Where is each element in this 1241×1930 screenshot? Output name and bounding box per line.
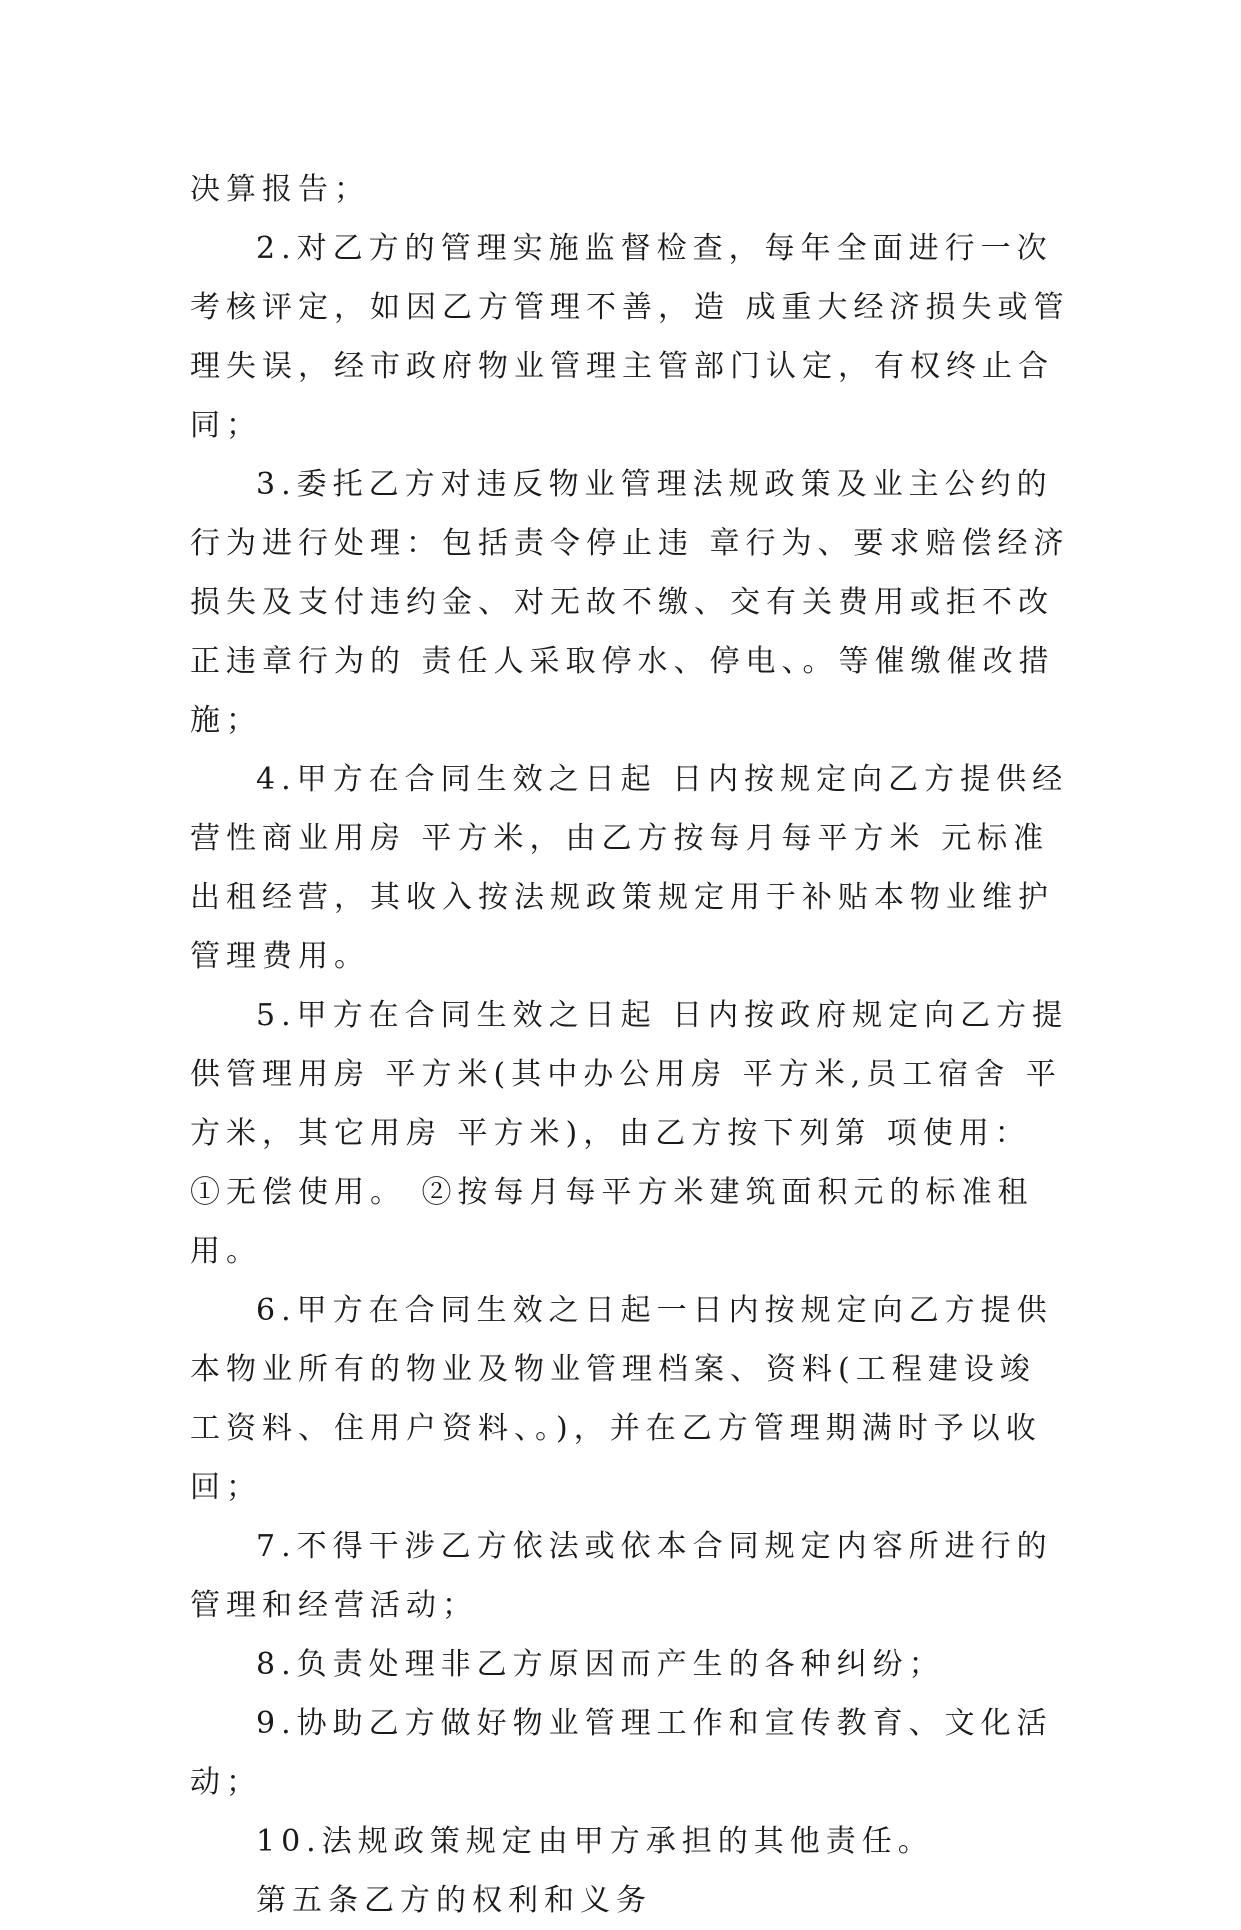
paragraph-item-2: 2.对乙方的管理实施监督检查，每年全面进行一次考核评定，如因乙方管理不善，造 成重大经济损失或管理失误，经市政府物业管理主管部门认定，有权终止合同； xyxy=(190,231,1070,443)
paragraph-item-3: 3.委托乙方对违反物业管理法规政策及业主公约的行为进行处理：包括责令停止违 章行为、要求赔偿经济损失及支付违约金、对无故不缴、交有关费用或拒不改正违章行为的 责任人采取停水、停电、。等催缴催改措施； xyxy=(190,467,1070,738)
paragraph-item-4: 4.甲方在合同生效之日起 日内按规定向乙方提供经营性商业用房 平方米，由乙方按每月每平方米 元标准出租经营，其收入按法规政策规定用于补贴本物业维护管理费用。 xyxy=(190,762,1069,974)
section-heading: 第五条乙方的权利和义务 xyxy=(256,1883,652,1918)
paragraph-item-6: 6.甲方在合同生效之日起一日内按规定向乙方提供本物业所有的物业及物业管理档案、资料(工程建设竣工资料、住用户资料、。)，并在乙方管理期满时予以收回； xyxy=(190,1293,1053,1505)
paragraph-item-9: 9.协助乙方做好物业管理工作和宣传教育、文化活动； xyxy=(190,1706,1053,1800)
paragraph-item-10: 10.法规政策规定由甲方承担的其他责任。 xyxy=(256,1824,934,1859)
document-body xyxy=(190,160,1070,1930)
paragraph-item-5: 5.甲方在合同生效之日起 日内按政府规定向乙方提供管理用房 平方米(其中办公用房 平方米,员工宿舍 平方米，其它用房 平方米)，由乙方按下列第 项使用： ①无偿使用。 ②按每月每平方米建筑面积元的标准租用。 xyxy=(190,998,1069,1269)
paragraph-item-7: 7.不得干涉乙方依法或依本合同规定内容所进行的管理和经营活动； xyxy=(190,1529,1053,1623)
paragraph-item-8: 8.负责处理非乙方原因而产生的各种纠纷； xyxy=(256,1647,945,1682)
paragraph-continuation: 决算报告； xyxy=(190,172,370,207)
